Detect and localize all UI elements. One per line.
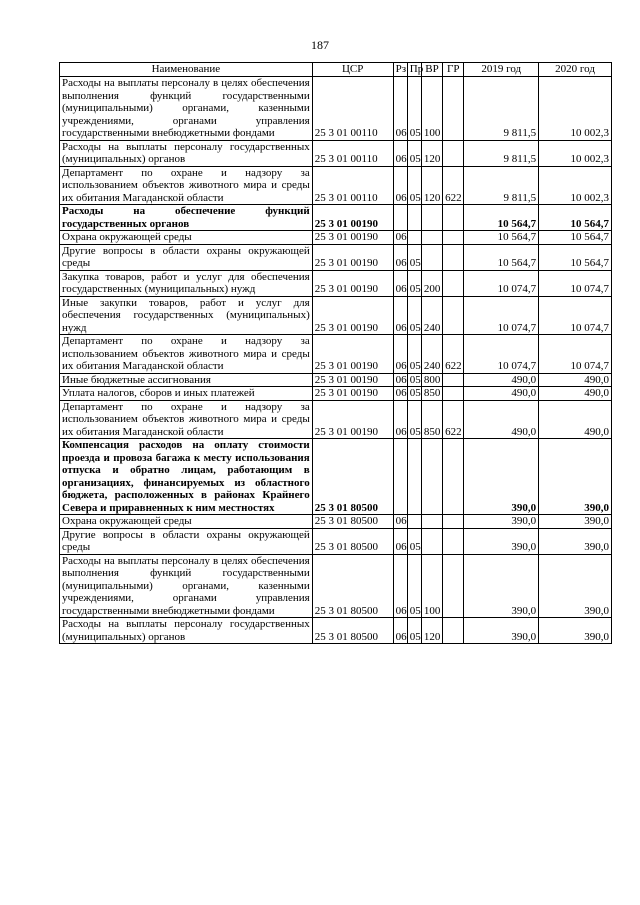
cell-name: Иные закупки товаров, работ и услуг для обеспечения государственных (муниципальных) нужд bbox=[60, 296, 313, 335]
cell-csr: 25 3 01 00190 bbox=[312, 296, 393, 335]
cell-2019: 9 811,5 bbox=[464, 77, 539, 141]
cell-gr: 622 bbox=[443, 335, 464, 374]
table-body bbox=[60, 77, 612, 644]
cell-pr: 05 bbox=[407, 296, 421, 335]
cell-vr: 850 bbox=[421, 387, 442, 401]
cell-rz: 06 bbox=[393, 77, 407, 141]
cell-pr bbox=[407, 515, 421, 529]
table-row bbox=[60, 77, 612, 141]
cell-name: Охрана окружающей среды bbox=[60, 515, 313, 529]
cell-gr bbox=[443, 554, 464, 618]
cell-name: Расходы на выплаты персоналу в целях обеспечения выполнения функций государственными (муниципальными) органами, казенными учреждениями, органами управления государственными внебюджетными фондами bbox=[60, 77, 313, 141]
cell-csr: 25 3 01 00190 bbox=[312, 335, 393, 374]
cell-rz: 06 bbox=[393, 244, 407, 270]
cell-name: Департамент по охране и надзору за использованием объектов животного мира и среды их обитания Магаданской области bbox=[60, 335, 313, 374]
table-row bbox=[60, 528, 612, 554]
column-header-vr: ВР bbox=[421, 63, 442, 77]
cell-vr bbox=[421, 205, 442, 231]
table-row bbox=[60, 439, 612, 515]
cell-gr bbox=[443, 439, 464, 515]
table-row bbox=[60, 387, 612, 401]
cell-csr: 25 3 01 80500 bbox=[312, 528, 393, 554]
table-row bbox=[60, 296, 612, 335]
cell-name: Расходы на выплаты персоналу государственных (муниципальных) органов bbox=[60, 618, 313, 644]
cell-2020: 490,0 bbox=[539, 400, 612, 439]
cell-name: Закупка товаров, работ и услуг для обеспечения государственных (муниципальных) нужд bbox=[60, 270, 313, 296]
cell-2019: 490,0 bbox=[464, 373, 539, 387]
cell-rz: 06 bbox=[393, 296, 407, 335]
cell-2020: 390,0 bbox=[539, 554, 612, 618]
cell-2019: 490,0 bbox=[464, 387, 539, 401]
cell-2020: 390,0 bbox=[539, 528, 612, 554]
cell-name: Уплата налогов, сборов и иных платежей bbox=[60, 387, 313, 401]
cell-2019: 10 564,7 bbox=[464, 205, 539, 231]
cell-2019: 9 811,5 bbox=[464, 166, 539, 205]
cell-gr bbox=[443, 296, 464, 335]
cell-pr: 05 bbox=[407, 77, 421, 141]
column-header-name: Наименование bbox=[60, 63, 313, 77]
cell-name: Расходы на выплаты персоналу государственных (муниципальных) органов bbox=[60, 140, 313, 166]
cell-rz: 06 bbox=[393, 618, 407, 644]
cell-gr bbox=[443, 231, 464, 245]
cell-vr: 100 bbox=[421, 554, 442, 618]
cell-gr bbox=[443, 244, 464, 270]
table-row bbox=[60, 515, 612, 529]
cell-name: Расходы на обеспечение функций государственных органов bbox=[60, 205, 313, 231]
cell-rz bbox=[393, 439, 407, 515]
table-row bbox=[60, 400, 612, 439]
cell-pr: 05 bbox=[407, 270, 421, 296]
cell-2020: 10 002,3 bbox=[539, 77, 612, 141]
cell-rz: 06 bbox=[393, 528, 407, 554]
cell-pr: 05 bbox=[407, 335, 421, 374]
cell-name: Расходы на выплаты персоналу в целях обеспечения выполнения функций государственными (муниципальными) органами, казенными учреждениями, органами управления государственными внебюджетными фондами bbox=[60, 554, 313, 618]
cell-2019: 390,0 bbox=[464, 618, 539, 644]
column-header-2019: 2019 год bbox=[464, 63, 539, 77]
cell-pr: 05 bbox=[407, 528, 421, 554]
cell-csr: 25 3 01 80500 bbox=[312, 618, 393, 644]
cell-2019: 10 074,7 bbox=[464, 296, 539, 335]
cell-gr bbox=[443, 140, 464, 166]
cell-2019: 10 074,7 bbox=[464, 270, 539, 296]
cell-2020: 10 074,7 bbox=[539, 335, 612, 374]
cell-vr: 120 bbox=[421, 166, 442, 205]
cell-pr: 05 bbox=[407, 554, 421, 618]
cell-vr: 240 bbox=[421, 335, 442, 374]
cell-vr bbox=[421, 231, 442, 245]
cell-rz: 06 bbox=[393, 140, 407, 166]
cell-pr: 05 bbox=[407, 166, 421, 205]
table-row bbox=[60, 166, 612, 205]
cell-gr bbox=[443, 515, 464, 529]
cell-vr bbox=[421, 528, 442, 554]
cell-pr: 05 bbox=[407, 400, 421, 439]
cell-gr bbox=[443, 77, 464, 141]
table-header-row bbox=[60, 63, 612, 77]
table-row bbox=[60, 231, 612, 245]
cell-csr: 25 3 01 00110 bbox=[312, 166, 393, 205]
cell-2020: 390,0 bbox=[539, 515, 612, 529]
cell-rz bbox=[393, 205, 407, 231]
cell-rz: 06 bbox=[393, 270, 407, 296]
column-header-2020: 2020 год bbox=[539, 63, 612, 77]
cell-pr: 05 bbox=[407, 387, 421, 401]
cell-name: Иные бюджетные ассигнования bbox=[60, 373, 313, 387]
cell-rz: 06 bbox=[393, 166, 407, 205]
cell-pr: 05 bbox=[407, 373, 421, 387]
cell-csr: 25 3 01 00190 bbox=[312, 205, 393, 231]
cell-name: Другие вопросы в области охраны окружающей среды bbox=[60, 244, 313, 270]
cell-2019: 9 811,5 bbox=[464, 140, 539, 166]
table-row bbox=[60, 335, 612, 374]
cell-pr bbox=[407, 439, 421, 515]
cell-2019: 390,0 bbox=[464, 439, 539, 515]
cell-pr: 05 bbox=[407, 618, 421, 644]
table-row bbox=[60, 618, 612, 644]
cell-vr: 100 bbox=[421, 77, 442, 141]
cell-csr: 25 3 01 00190 bbox=[312, 244, 393, 270]
cell-vr bbox=[421, 515, 442, 529]
cell-vr bbox=[421, 439, 442, 515]
cell-gr bbox=[443, 528, 464, 554]
cell-2020: 10 074,7 bbox=[539, 270, 612, 296]
table-row bbox=[60, 140, 612, 166]
cell-rz: 06 bbox=[393, 335, 407, 374]
cell-pr bbox=[407, 231, 421, 245]
cell-2020: 10 002,3 bbox=[539, 166, 612, 205]
cell-vr bbox=[421, 244, 442, 270]
table-row bbox=[60, 554, 612, 618]
cell-2019: 10 564,7 bbox=[464, 244, 539, 270]
cell-name: Охрана окружающей среды bbox=[60, 231, 313, 245]
cell-2019: 490,0 bbox=[464, 400, 539, 439]
cell-vr: 240 bbox=[421, 296, 442, 335]
cell-gr bbox=[443, 387, 464, 401]
cell-gr bbox=[443, 205, 464, 231]
cell-2019: 10 564,7 bbox=[464, 231, 539, 245]
cell-csr: 25 3 01 80500 bbox=[312, 515, 393, 529]
budget-table bbox=[59, 62, 612, 644]
cell-2020: 10 564,7 bbox=[539, 231, 612, 245]
cell-vr: 120 bbox=[421, 618, 442, 644]
cell-2020: 390,0 bbox=[539, 618, 612, 644]
cell-csr: 25 3 01 80500 bbox=[312, 439, 393, 515]
cell-2019: 390,0 bbox=[464, 515, 539, 529]
cell-rz: 06 bbox=[393, 231, 407, 245]
cell-2020: 10 002,3 bbox=[539, 140, 612, 166]
cell-name: Другие вопросы в области охраны окружающей среды bbox=[60, 528, 313, 554]
cell-2019: 390,0 bbox=[464, 554, 539, 618]
table-row bbox=[60, 205, 612, 231]
cell-gr bbox=[443, 373, 464, 387]
cell-2020: 10 074,7 bbox=[539, 296, 612, 335]
cell-csr: 25 3 01 00190 bbox=[312, 400, 393, 439]
cell-rz: 06 bbox=[393, 373, 407, 387]
cell-2019: 390,0 bbox=[464, 528, 539, 554]
cell-name: Департамент по охране и надзору за использованием объектов животного мира и среды их обитания Магаданской области bbox=[60, 166, 313, 205]
cell-csr: 25 3 01 00110 bbox=[312, 77, 393, 141]
cell-pr bbox=[407, 205, 421, 231]
column-header-csr: ЦСР bbox=[312, 63, 393, 77]
cell-csr: 25 3 01 80500 bbox=[312, 554, 393, 618]
cell-2020: 490,0 bbox=[539, 387, 612, 401]
page-number: 187 bbox=[311, 38, 329, 52]
cell-rz: 06 bbox=[393, 387, 407, 401]
table-row bbox=[60, 270, 612, 296]
column-header-rz: Рз bbox=[393, 63, 407, 77]
cell-vr: 200 bbox=[421, 270, 442, 296]
cell-csr: 25 3 01 00190 bbox=[312, 231, 393, 245]
cell-vr: 120 bbox=[421, 140, 442, 166]
cell-csr: 25 3 01 00190 bbox=[312, 270, 393, 296]
cell-vr: 850 bbox=[421, 400, 442, 439]
cell-name: Компенсация расходов на оплату стоимости проезда и провоза багажа к месту использования отпуска и обратно лицам, работающим в организациях, финансируемых из областного бюджета, расположенных в районах Крайнего Севера и приравненных к ним местностях bbox=[60, 439, 313, 515]
cell-2019: 10 074,7 bbox=[464, 335, 539, 374]
table-row bbox=[60, 244, 612, 270]
cell-vr: 800 bbox=[421, 373, 442, 387]
column-header-pr: Пр bbox=[407, 63, 421, 77]
cell-pr: 05 bbox=[407, 244, 421, 270]
table-row bbox=[60, 373, 612, 387]
cell-gr: 622 bbox=[443, 400, 464, 439]
cell-2020: 10 564,7 bbox=[539, 205, 612, 231]
cell-csr: 25 3 01 00190 bbox=[312, 373, 393, 387]
cell-csr: 25 3 01 00110 bbox=[312, 140, 393, 166]
cell-2020: 390,0 bbox=[539, 439, 612, 515]
cell-rz: 06 bbox=[393, 554, 407, 618]
cell-2020: 10 564,7 bbox=[539, 244, 612, 270]
cell-gr bbox=[443, 618, 464, 644]
cell-gr bbox=[443, 270, 464, 296]
cell-rz: 06 bbox=[393, 515, 407, 529]
cell-name: Департамент по охране и надзору за использованием объектов животного мира и среды их обитания Магаданской области bbox=[60, 400, 313, 439]
cell-gr: 622 bbox=[443, 166, 464, 205]
cell-2020: 490,0 bbox=[539, 373, 612, 387]
cell-csr: 25 3 01 00190 bbox=[312, 387, 393, 401]
column-header-gr: ГР bbox=[443, 63, 464, 77]
cell-pr: 05 bbox=[407, 140, 421, 166]
cell-rz: 06 bbox=[393, 400, 407, 439]
